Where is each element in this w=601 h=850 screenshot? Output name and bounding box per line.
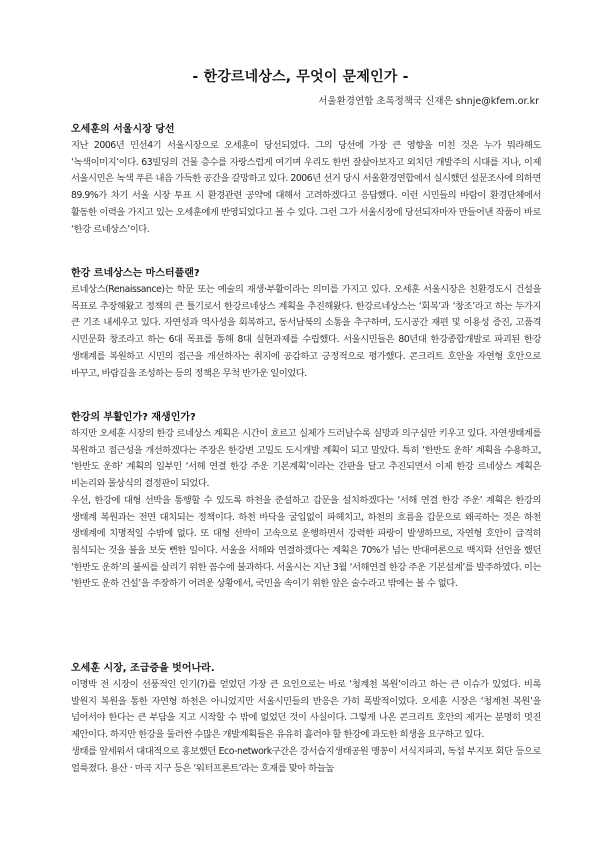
section-election xyxy=(71,122,541,238)
section-heading: 한강 르네상스는 마스터플랜? xyxy=(71,268,200,279)
section-revival xyxy=(71,410,541,593)
section-heading: 한강의 부활인가? 재생인가? xyxy=(71,412,196,423)
section-paragraph: 르네상스(Renaissance)는 학문 또는 예술의 재생·부활이라는 의미를 가지고 있다. 오세훈 서울시장은 친환경도시 건설을 목표로 추장해왔고 정책의 큰 틀기로서 한강르네상스 계획을 추진해왔다. 한강르네상스는 ‘회복’과 ‘창조’라고 하는 두가지 큰 기조 내세우고 있다. 자연성과 역사성을 회복하고, 동서남북의 소통을 추구하며, 도시공간 재편 및 이용성 증진, 고품격 시민문화 창조라고 하는 6대 목표를 통해 8대 실현과제를 수립했다. 서울시민들은 80년대 한강종합개발로 파괴된 한강 생태계를 복원하고 시민의 접근을 개선하자는 취지에 공감하고 긍정적으로 평가했다. 콘크리트 호안을 자연형 호안으로 바꾸고, 바람길을 조성하는 등의 정책은 무척 반가운 일이었다. xyxy=(71,284,541,379)
section-paragraph: 이명박 전 시장이 선풍적인 인기(?)를 얻었던 가장 큰 요인으로는 바로 ‘청계천 복원’이라고 하는 큰 이슈가 있었다. 비록 발원지 복원을 통한 자연형 하천은 아니었지만 서울시민들의 반응은 가히 폭발적이었다. 오세훈 시장은 ‘청계천 복원’을 넘어서야 한다는 큰 부담을 지고 시작할 수 밖에 없었던 것이 사실이다. 그렇게 나온 콘크리트 호안의 제거는 분명히 멋진 제안이다. 하지만 한강을 둘러싼 수많은 개발계획들은 유유히 흘러야 할 한강에 과도한 희생을 요구하고 있다. xyxy=(71,679,541,741)
author-line: 서울환경연합 초록정책국 신재은 shnje@kfem.or.kr xyxy=(318,96,539,107)
section-impatience xyxy=(71,661,541,777)
document-title: - 한강르네상스, 무엇이 문제인가 - xyxy=(192,69,409,85)
section-heading: 오세훈 시장, 조급증을 벗어나라. xyxy=(71,663,215,674)
section-paragraph: 생태를 앞세워서 대대적으로 홍보했던 Eco-network구간은 강서습지생태공원 맹꽁이 서식지파괴, 독섬 부지포 회단 등으로 얼룩졌다. 용산 · 마곡 지구 등은 ‘워터프론트’라는 호재를 맞아 하늘높 xyxy=(71,745,541,774)
section-paragraph: 지난 2006년 민선4기 서울시장으로 오세훈이 당선되었다. 그의 당선에 가장 큰 영향을 미친 것은 누가 뭐라해도 ‘녹색이미지’이다. 63빌딩의 건물 층수를 자랑스럽게 여기며 우리도 한번 잘살아보자고 외치던 개발주의 시대를 지나, 이제 서울시민은 녹색 푸른 내음 가득한 공간을 갈망하고 있다. 2006년 선거 당시 서울환경연합에서 실시했던 설문조사에 의하면 89.9%가 차기 서울 시장 투표 시 환경관련 공약에 대해서 고려하겠다고 응답했다. 이런 시민들의 바람이 환경단체에서 활동한 이력을 가지고 있는 오세훈에게 반영되었다고 볼 수 있다. 그런 그가 서울시장에 당선되자마자 만들어낸 작품이 바로 ‘한강 르네상스’이다. xyxy=(71,140,541,235)
section-paragraph: 하지만 오세훈 시장의 한강 르네상스 계획은 시간이 흐르고 실체가 드러날수록 실망과 의구심만 키우고 있다. 자연생태계를 복원하고 접근성을 개선하겠다는 주장은 한강변 고밀도 도시개발 계획이 되고 말았다. 특히 ‘한반도 운하’ 계획을 수용하고, ‘한반도 운하’ 계획의 일부인 ‘서해 연결 한강 주운 기본계획’이라는 간판을 달고 추진되면서 이제 한강 르네상스 계획은 비논리와 몰상식의 결정판이 되었다. xyxy=(71,428,541,490)
section-heading: 오세훈의 서울시장 당선 xyxy=(71,124,175,135)
section-paragraph: 우선, 한강에 대형 선박을 통행할 수 있도록 하천을 준설하고 갑문을 설치하겠다는 ‘서해 연결 한강 주운’ 계획은 한강의 생태계 복원과는 전면 대치되는 정책이다. 하천 바닥을 굴입없이 파헤치고, 하천의 흐름을 갑문으로 왜곡하는 것은 하천 생태계에 치명적일 수밖에 없다. 또 대형 선박이 고속으로 운행하면서 강력한 파랑이 발생하므로, 자연형 호안이 급격히 침식되는 것을 불을 보듯 뻔한 일이다. 서울을 서해와 연결하겠다는 계획은 70%가 넘는 반대여론으로 백지화 선언을 했던 ‘한반도 운하’의 불씨를 살리기 위한 꼼수에 불과하다. 서울시는 지난 3월 ‘서해연결 한강 주운 기본설계’를 발주하였다. 이는 ‘한반도 운하 건설’을 주장하기 어려운 상황에서, 국민을 속이기 위한 앞은 술수라고 밖에는 볼 수 없다. xyxy=(71,494,541,590)
section-masterplan xyxy=(71,266,541,382)
